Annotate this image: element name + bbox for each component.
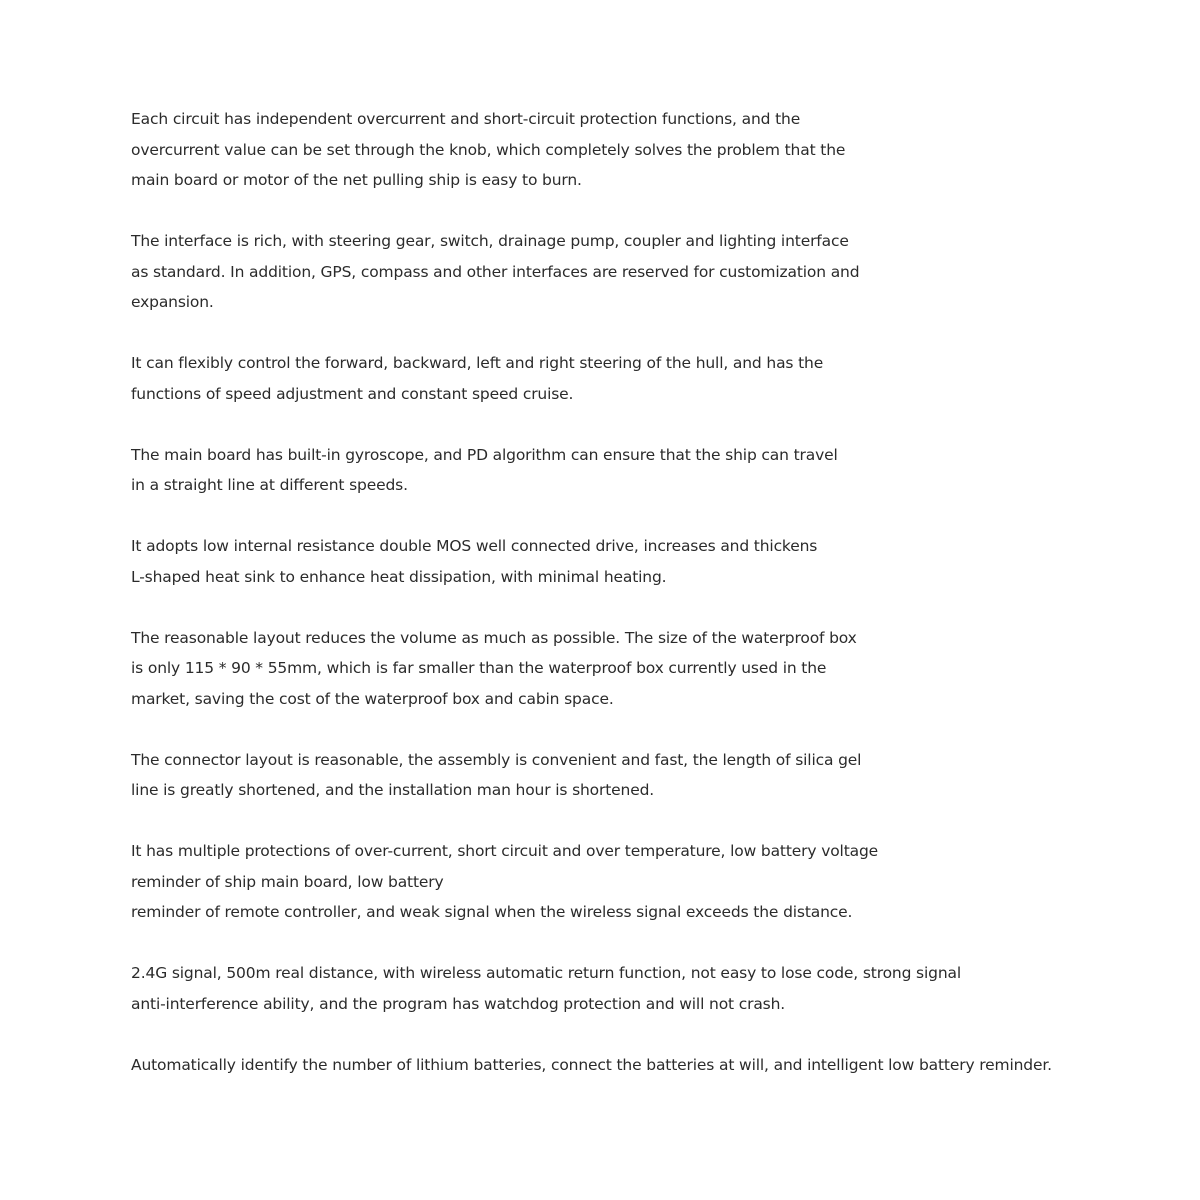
paragraph-connector-layout [131, 745, 1171, 806]
text-line: overcurrent value can be set through the knob, which completely solves the problem that the [131, 140, 846, 159]
paragraph-steering-control [131, 348, 1171, 409]
document-body [131, 104, 1171, 1111]
text-line: line is greatly shortened, and the installation man hour is shortened. [131, 781, 655, 799]
paragraph-signal [131, 958, 1171, 1019]
paragraph-overcurrent-protection [131, 104, 1171, 196]
text-line: Each circuit has independent overcurrent and short-circuit protection functions, and the [131, 110, 801, 128]
text-line: in a straight line at different speeds. [131, 476, 408, 494]
text-line: The interface is rich, with steering gear, switch, drainage pump, coupler and lighting interface [131, 232, 849, 250]
text-line: functions of speed adjustment and constant speed cruise. [131, 384, 574, 403]
paragraph-multiple-protections [131, 836, 1171, 928]
text-line: The main board has built-in gyroscope, and PD algorithm can ensure that the ship can travel [131, 445, 838, 464]
text-line: The reasonable layout reduces the volume as much as possible. The size of the waterproof box [131, 628, 857, 647]
text-line: 2.4G signal, 500m real distance, with wireless automatic return function, not easy to lose code, strong signal [131, 964, 961, 982]
text-line: It adopts low internal resistance double MOS well connected drive, increases and thickens [131, 537, 818, 555]
paragraph-mos-drive [131, 531, 1171, 592]
text-line: L-shaped heat sink to enhance heat dissipation, with minimal heating. [131, 567, 667, 586]
paragraph-gyroscope [131, 440, 1171, 501]
text-line: main board or motor of the net pulling ship is easy to burn. [131, 171, 582, 189]
paragraph-waterproof-box [131, 623, 1171, 715]
text-line: Automatically identify the number of lithium batteries, connect the batteries at will, and intelligent low battery reminder. [131, 1055, 1052, 1074]
text-line: anti-interference ability, and the program has watchdog protection and will not crash. [131, 994, 786, 1013]
text-line: The connector layout is reasonable, the assembly is convenient and fast, the length of silica gel [131, 750, 862, 769]
text-line: It has multiple protections of over-current, short circuit and over temperature, low battery voltage [131, 842, 879, 860]
text-line: market, saving the cost of the waterproof box and cabin space. [131, 689, 614, 708]
text-line: as standard. In addition, GPS, compass and other interfaces are reserved for customization and [131, 262, 860, 281]
text-line: reminder of ship main board, low battery [131, 872, 444, 891]
text-line: reminder of remote controller, and weak signal when the wireless signal exceeds the distance. [131, 903, 853, 921]
paragraph-lithium-batteries [131, 1050, 1171, 1081]
paragraph-interfaces [131, 226, 1171, 318]
text-line: expansion. [131, 293, 214, 311]
text-line: It can flexibly control the forward, backward, left and right steering of the hull, and has the [131, 354, 824, 372]
text-line: is only 115 * 90 * 55mm, which is far smaller than the waterproof box currently used in the [131, 659, 827, 677]
